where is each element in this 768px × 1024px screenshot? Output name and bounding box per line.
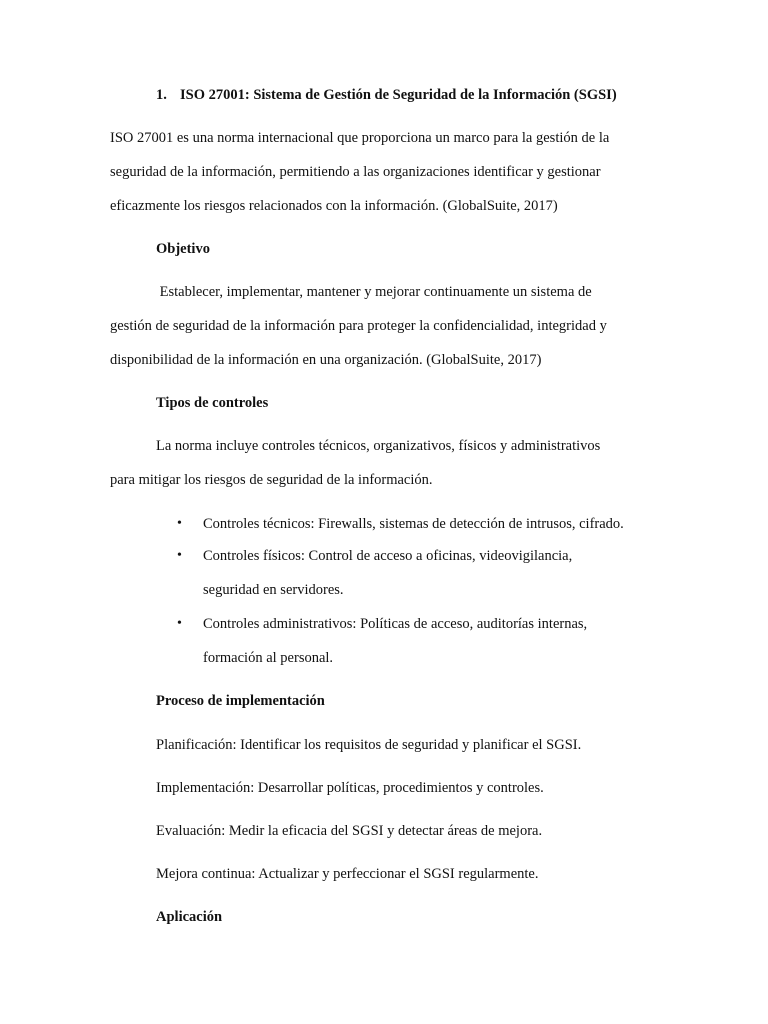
proceso-title: Proceso de implementación xyxy=(156,693,325,709)
tipos-title: Tipos de controles xyxy=(156,395,269,411)
bullet-dot-icon: • xyxy=(177,616,182,631)
objetivo-line-3: disponibilidad de la información en una organización. (GlobalSuite, 2017) xyxy=(110,352,542,368)
objetivo-line-2: gestión de seguridad de la información para proteger la confidencialidad, integridad y xyxy=(110,318,607,334)
tipos-line-1: La norma incluye controles técnicos, organizativos, físicos y administrativos xyxy=(156,438,601,454)
proceso-step-2: Implementación: Desarrollar políticas, procedimientos y controles. xyxy=(156,780,544,796)
bullet-3-line-1: Controles administrativos: Políticas de acceso, auditorías internas, xyxy=(203,616,588,632)
bullet-3-line-2: formación al personal. xyxy=(203,650,334,666)
intro-line-1: ISO 27001 es una norma internacional que proporciona un marco para la gestión de la xyxy=(110,130,610,146)
bullet-2-line-1: Controles físicos: Control de acceso a oficinas, videovigilancia, xyxy=(203,548,573,564)
heading-title: ISO 27001: Sistema de Gestión de Seguridad de la Información (SGSI) xyxy=(180,87,617,103)
proceso-step-3: Evaluación: Medir la eficacia del SGSI y detectar áreas de mejora. xyxy=(156,823,543,839)
heading-number: 1. xyxy=(156,87,167,103)
bullet-2-line-2: seguridad en servidores. xyxy=(203,582,344,598)
objetivo-line-1: Establecer, implementar, mantener y mejorar continuamente un sistema de xyxy=(156,284,592,300)
objetivo-title: Objetivo xyxy=(156,241,210,257)
tipos-line-2: para mitigar los riesgos de seguridad de la información. xyxy=(110,472,433,488)
bullet-dot-icon: • xyxy=(177,516,182,531)
bullet-dot-icon: • xyxy=(177,548,182,563)
intro-line-3: eficazmente los riesgos relacionados con la información. (GlobalSuite, 2017) xyxy=(110,198,558,214)
proceso-step-4: Mejora continua: Actualizar y perfeccionar el SGSI regularmente. xyxy=(156,866,539,882)
bullet-1-line-1: Controles técnicos: Firewalls, sistemas de detección de intrusos, cifrado. xyxy=(203,516,624,532)
intro-line-2: seguridad de la información, permitiendo a las organizaciones identificar y gestionar xyxy=(110,164,601,180)
aplicacion-title: Aplicación xyxy=(156,909,223,925)
proceso-step-1: Planificación: Identificar los requisitos de seguridad y planificar el SGSI. xyxy=(156,737,582,753)
